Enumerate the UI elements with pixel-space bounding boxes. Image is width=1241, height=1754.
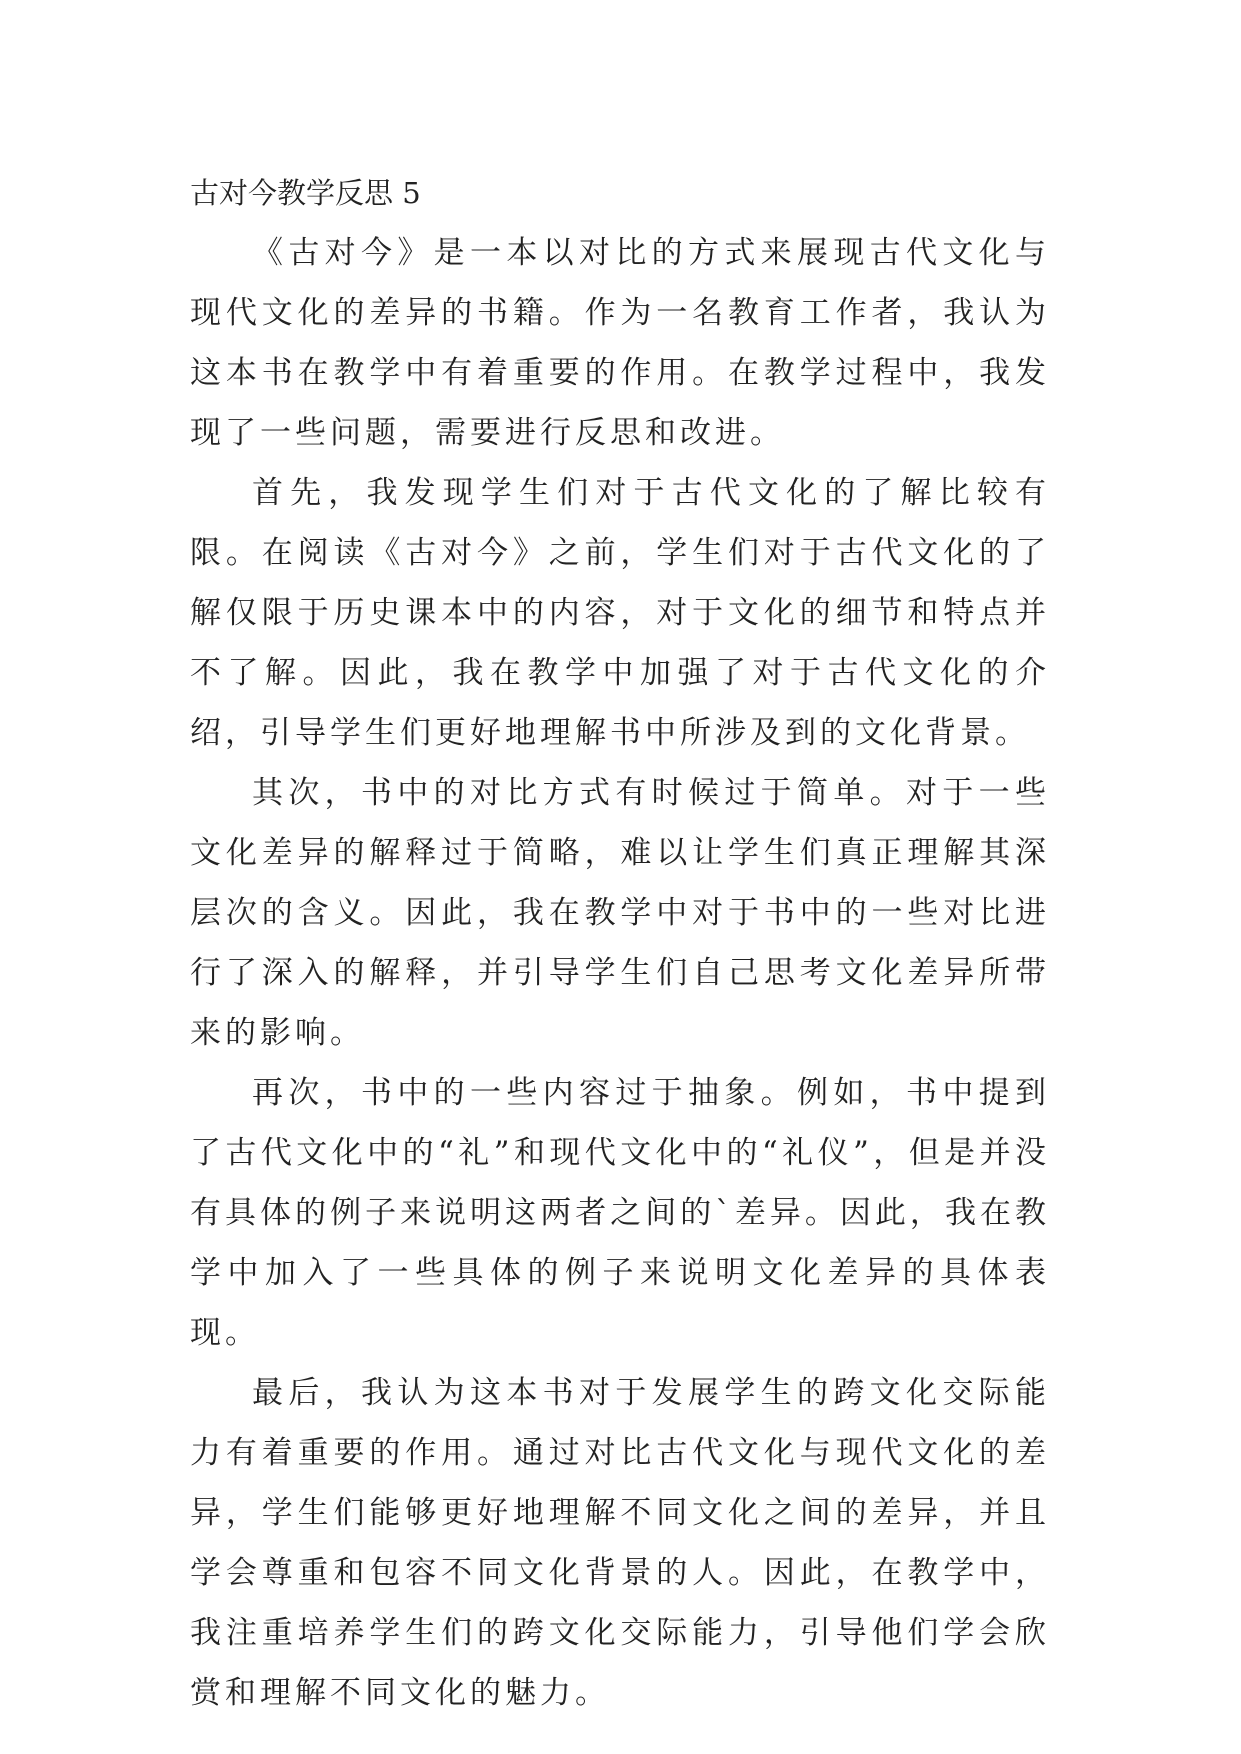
- paragraph-introduction: 《古对今》是一本以对比的方式来展现古代文化与现代文化的差异的书籍。作为一名教育工作者，我认为这本书在教学中有着重要的作用。在教学过程中，我发现了一些问题，需要进行反思和改进。: [190, 235, 1050, 451]
- paragraph-second-point: 其次，书中的对比方式有时候过于简单。对于一些文化差异的解释过于简略，难以让学生们真正理解其深层次的含义。因此，我在教学中对于书中的一些对比进行了深入的解释，并引导学生们自己思考文化差异所带来的影响。: [190, 775, 1050, 1051]
- paragraph-third-point: 再次，书中的一些内容过于抽象。例如，书中提到了古代文化中的“礼”和现代文化中的“礼仪”，但是并没有具体的例子来说明这两者之间的`差异。因此，我在教学中加入了一些具体的例子来说明文化差异的具体表现。: [190, 1075, 1050, 1351]
- document-title: 古对今教学反思 5: [190, 176, 421, 210]
- paragraph-first-point: 首先，我发现学生们对于古代文化的了解比较有限。在阅读《古对今》之前，学生们对于古代文化的了解仅限于历史课本中的内容，对于文化的细节和特点并不了解。因此，我在教学中加强了对于古代文化的介绍，引导学生们更好地理解书中所涉及到的文化背景。: [190, 475, 1050, 751]
- paragraph-conclusion: 最后，我认为这本书对于发展学生的跨文化交际能力有着重要的作用。通过对比古代文化与现代文化的差异，学生们能够更好地理解不同文化之间的差异，并且学会尊重和包容不同文化背景的人。因此，在教学中，我注重培养学生们的跨文化交际能力，引导他们学会欣赏和理解不同文化的魅力。: [190, 1375, 1050, 1711]
- document-body: [190, 163, 1050, 1723]
